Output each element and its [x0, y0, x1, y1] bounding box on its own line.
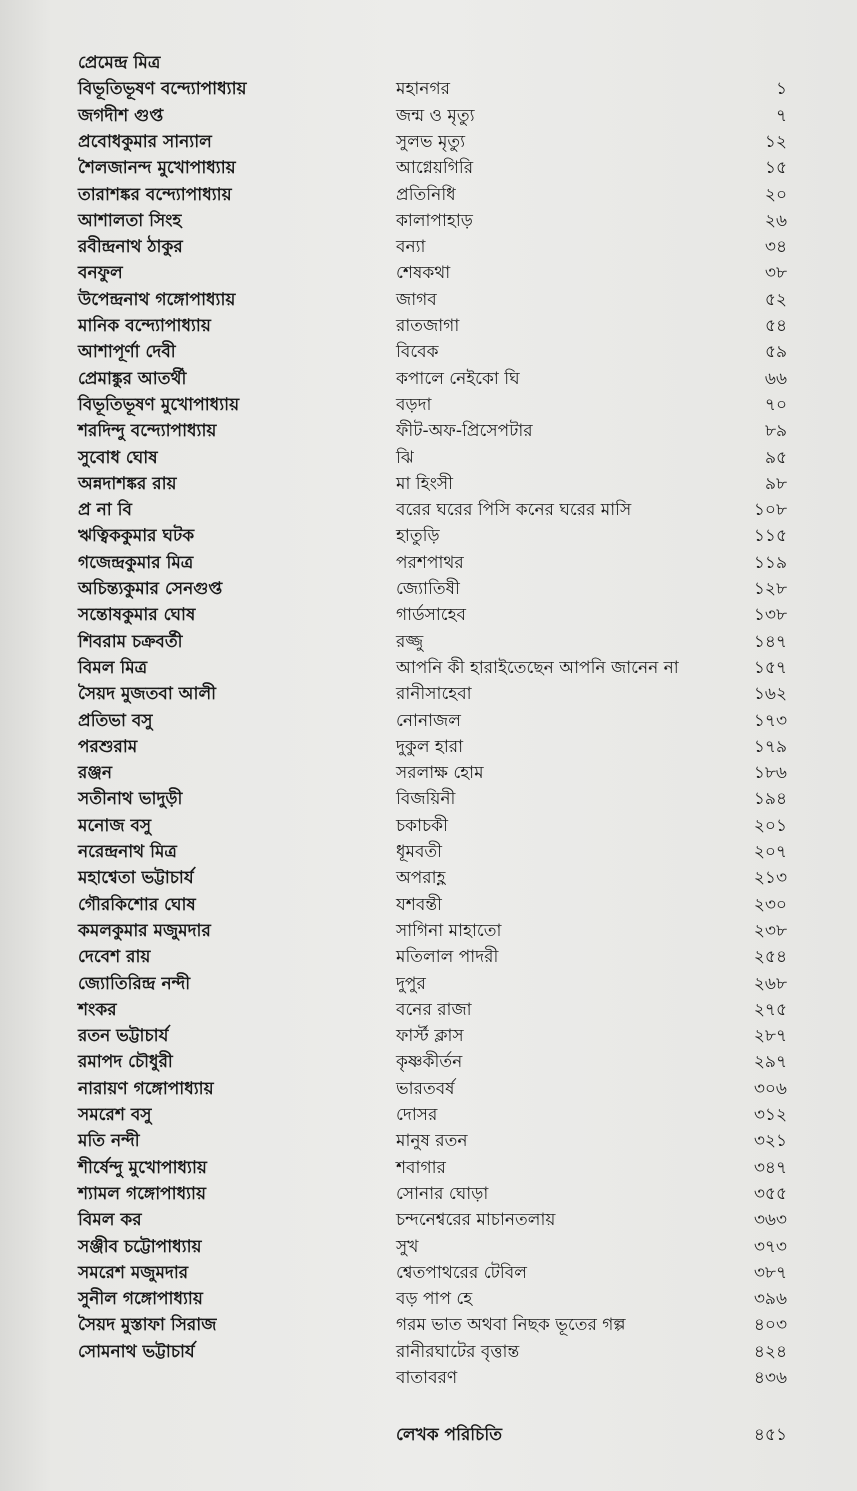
story-title: ফার্স্ট ক্লাস [396, 1026, 464, 1047]
story-title: কপালে নেইকো ঘি [396, 368, 520, 389]
page-number: ২৩৮ [753, 920, 787, 941]
page-number: ১০৮ [753, 500, 787, 521]
page-number: ২০৭ [753, 842, 787, 862]
toc-row [0, 918, 857, 944]
toc-row [0, 1181, 857, 1207]
page-number: ১২ [764, 131, 787, 152]
author-name: জ্যোতিরিন্দ্র নন্দী [78, 973, 191, 994]
toc-row [0, 813, 857, 839]
author-name: রঞ্জন [78, 763, 113, 784]
author-name: সমরেশ মজুমদার [78, 1262, 189, 1283]
toc-row [0, 155, 857, 181]
author-name: মানিক বন্দ্যোপাধ্যায় [78, 316, 211, 336]
toc-row [0, 971, 857, 997]
story-title: যশবন্তী [396, 894, 442, 915]
story-title: দুকুল হারা [396, 736, 464, 757]
story-title: ফীট-অফ-প্রিসেপটার [396, 421, 533, 442]
story-title: অপরাহ্ণ [396, 868, 446, 889]
story-title: মহানগর [396, 79, 450, 100]
toc-row [0, 1234, 857, 1260]
story-title: মতিলাল পাদরী [396, 947, 499, 968]
story-title: প্রতিনিধি [396, 184, 456, 205]
author-name: প্রতিভা বসু [78, 710, 153, 731]
page-number: ৭০ [764, 394, 787, 415]
story-title: কালাপাহাড় [396, 210, 473, 231]
story-title: বরের ঘরের পিসি কনের ঘরের মাসি [396, 500, 632, 521]
author-name: বিভূতিভূষণ মুখোপাধ্যায় [78, 394, 240, 415]
page-number: ৬৬ [764, 368, 787, 389]
toc-row [0, 1128, 857, 1154]
page-number: ১১৯ [753, 552, 787, 573]
page-number: ৩৪ [764, 237, 787, 258]
story-title: বড় পাপ হে [396, 1289, 473, 1310]
page-number: ৩২১ [753, 1131, 787, 1152]
page-number: ২৭৫ [753, 999, 787, 1020]
author-name: গজেন্দ্রকুমার মিত্র [78, 552, 194, 573]
page-number: ২৫৪ [753, 947, 787, 968]
page-number: ৩৮ [764, 263, 787, 284]
toc-row [0, 76, 857, 102]
page-number: ৫৪ [764, 316, 787, 336]
toc-row [0, 576, 857, 602]
author-name: গৌরকিশোর ঘোষ [78, 894, 196, 915]
toc-row [0, 865, 857, 891]
toc-row [0, 471, 857, 497]
page-number: ৪২৪ [753, 1341, 787, 1362]
toc-row [0, 1260, 857, 1286]
story-title: সুলভ মৃত্যু [396, 131, 466, 152]
toc-row [0, 418, 857, 444]
story-title: পরশপাথর [396, 552, 464, 573]
story-title: সাগিনা মাহাতো [396, 920, 502, 941]
toc-row [0, 523, 857, 549]
author-name: রমাপদ চৌধুরী [78, 1052, 173, 1073]
toc-row [0, 550, 857, 576]
author-name: নরেন্দ্রনাথ মিত্র [78, 842, 177, 862]
toc-row [0, 997, 857, 1023]
author-name: কমলকুমার মজুমদার [78, 920, 211, 941]
author-name: মনোজ বসু [78, 815, 152, 836]
toc-row [0, 260, 857, 286]
story-title: বিজয়িনী [396, 789, 456, 810]
author-name: শ্যামল গঙ্গোপাধ্যায় [78, 1183, 206, 1204]
author-name: শৈলজানন্দ মুখোপাধ্যায় [78, 158, 236, 179]
author-name: বিমল কর [78, 1210, 142, 1231]
toc-row [0, 129, 857, 155]
toc-row [0, 655, 857, 681]
page-number: ৮৯ [764, 421, 787, 442]
toc-row [0, 103, 857, 129]
toc-row [0, 1155, 857, 1181]
story-title: শ্বেতপাথরের টেবিল [396, 1262, 527, 1283]
author-name: সৈয়দ মুস্তাফা সিরাজ [78, 1315, 217, 1336]
story-title: শবাগার [396, 1157, 446, 1178]
toc-row [0, 839, 857, 865]
story-title: দুপুর [396, 973, 426, 994]
toc-row [0, 1207, 857, 1233]
toc-row [0, 681, 857, 707]
story-title: বনের রাজা [396, 999, 472, 1020]
toc-row [0, 1023, 857, 1049]
author-name: নারায়ণ গঙ্গোপাধ্যায় [78, 1078, 214, 1099]
story-title: সরলাক্ষ হোম [396, 763, 484, 784]
story-title: চন্দনেশ্বরের মাচানতলায় [396, 1210, 556, 1231]
story-title: বড়দা [396, 394, 432, 415]
toc-row [0, 392, 857, 418]
toc-row [0, 287, 857, 313]
toc-row [0, 1339, 857, 1365]
page-number: ২১৩ [753, 868, 787, 889]
author-name: প্রবোধকুমার সান্যাল [78, 131, 212, 152]
story-title: কৃষ্ণকীর্তন [396, 1052, 463, 1073]
page-number: ৯৫ [764, 447, 787, 468]
page-number: ১৭৩ [753, 710, 787, 731]
story-title: ঝি [396, 447, 414, 468]
page-number: ৫২ [764, 289, 787, 310]
toc-row [0, 708, 857, 734]
page-number: ৪০৩ [753, 1315, 787, 1336]
page-number: ২০ [764, 184, 787, 205]
story-title: রানীসাহেবা [396, 684, 472, 705]
toc-row [0, 629, 857, 655]
author-name: অন্নদাশঙ্কর রায় [78, 473, 177, 494]
author-name: প্র না বি [78, 500, 132, 521]
toc-row [0, 1286, 857, 1312]
author-name: প্রেমাঙ্কুর আতর্থী [78, 368, 187, 389]
toc-row [0, 1076, 857, 1102]
author-name: পরশুরাম [78, 736, 138, 757]
toc-row [0, 602, 857, 628]
author-name: মহাশ্বেতা ভট্টাচার্য [78, 868, 194, 889]
story-title: ধূমবতী [396, 842, 443, 862]
footer-page-number: ৪৫১ [753, 1425, 787, 1445]
page-number: ২৬৮ [753, 973, 787, 994]
page-number: ১ [775, 79, 787, 100]
toc-row [0, 786, 857, 812]
page-number: ৫৯ [764, 342, 787, 363]
author-name: সোমনাথ ভট্টাচার্য [78, 1341, 195, 1362]
author-name: শিবরাম চক্রবর্তী [78, 631, 183, 652]
story-title: নোনাজল [396, 710, 461, 731]
toc-row [0, 1312, 857, 1338]
page-number: ১৫ [764, 158, 787, 179]
author-name: বিমল মিত্র [78, 657, 148, 678]
page-number: ১৮৬ [753, 763, 787, 784]
toc-row [0, 944, 857, 970]
author-name: শংকর [78, 999, 117, 1020]
story-title: বাতাবরণ [396, 1368, 458, 1388]
page-number: ৩৪৭ [753, 1157, 787, 1178]
story-title: গার্ডসাহেব [396, 605, 466, 626]
toc-row [0, 208, 857, 234]
author-name: সন্তোষকুমার ঘোষ [78, 605, 196, 626]
page-number: ১৪৭ [753, 631, 787, 652]
toc-row [0, 339, 857, 365]
author-name: অচিন্ত্যকুমার সেনগুপ্ত [78, 579, 223, 599]
toc-row [0, 445, 857, 471]
author-name: সুনীল গঙ্গোপাধ্যায় [78, 1289, 203, 1310]
author-name: আশালতা সিংহ [78, 210, 182, 231]
author-name: সতীনাথ ভাদুড়ী [78, 789, 183, 810]
page-number: ৯৮ [764, 473, 787, 494]
toc-row [0, 1049, 857, 1075]
toc-footer-row [0, 1420, 857, 1450]
story-title: বিবেক [396, 342, 439, 363]
footer-title: লেখক পরিচিতি [396, 1425, 502, 1445]
author-name: রবীন্দ্রনাথ ঠাকুর [78, 237, 183, 258]
story-title: জ্যোতিষী [396, 579, 460, 599]
page-number: ২৮৭ [753, 1026, 787, 1047]
author-name: তারাশঙ্কর বন্দ্যোপাধ্যায় [78, 184, 232, 205]
page-number: ১৩৮ [753, 605, 787, 626]
author-name: বিভূতিভূষণ বন্দ্যোপাধ্যায় [78, 79, 247, 100]
page-number: ৩৯৬ [753, 1289, 787, 1310]
story-title: জাগব [396, 289, 437, 310]
page-number: ১৬২ [753, 684, 787, 705]
page-number: ১৯৪ [753, 789, 787, 810]
story-title: রজ্জু [396, 631, 424, 652]
story-title: হাতুড়ি [396, 526, 440, 547]
page-number: ৪৩৬ [753, 1368, 787, 1388]
story-title: মানুষ রতন [396, 1131, 468, 1152]
author-name: বনফুল [78, 263, 123, 284]
page-number: ২০১ [753, 815, 787, 836]
page-number: ২৯৭ [753, 1052, 787, 1073]
page-number: ৩৫৫ [753, 1183, 787, 1204]
story-title: দোসর [396, 1105, 438, 1125]
author-name: ঋত্বিককুমার ঘটক [78, 526, 195, 547]
toc-row [0, 497, 857, 523]
page-number: ১৭৯ [753, 736, 787, 757]
author-name: সঞ্জীব চট্টোপাধ্যায় [78, 1236, 202, 1257]
page-number: ১২৮ [753, 579, 787, 599]
author-name: উপেন্দ্রনাথ গঙ্গোপাধ্যায় [78, 289, 236, 310]
story-title: আগ্নেয়গিরি [396, 158, 474, 179]
page-number: ৩১২ [753, 1105, 787, 1125]
story-title: শেষকথা [396, 263, 451, 284]
author-name: মতি নন্দী [78, 1131, 140, 1152]
page-number: ১১৫ [753, 526, 787, 547]
story-title: ভারতবর্ষ [396, 1078, 455, 1099]
author-name: দেবেশ রায় [78, 947, 151, 968]
story-title: রানীরঘাটের বৃত্তান্ত [396, 1341, 520, 1362]
story-title: চকাচকী [396, 815, 448, 836]
author-name: সমরেশ বসু [78, 1105, 152, 1125]
page-number: ৩০৬ [753, 1078, 787, 1099]
toc-row [0, 1365, 857, 1391]
author-name: সুবোধ ঘোষ [78, 447, 158, 468]
author-name: সৈয়দ মুজতবা আলী [78, 684, 217, 705]
story-title: গরম ভাত অথবা নিছক ভূতের গল্প [396, 1315, 626, 1336]
page-number: ৩৮৭ [753, 1262, 787, 1283]
story-title: সোনার ঘোড়া [396, 1183, 489, 1204]
page-number: ৩৭৩ [753, 1236, 787, 1257]
toc-row [0, 50, 857, 76]
toc-row [0, 760, 857, 786]
author-name: জগদীশ গুপ্ত [78, 105, 164, 126]
story-title: মা হিংসী [396, 473, 453, 494]
story-title: রাতজাগা [396, 316, 460, 336]
page-number: ১৫৭ [753, 657, 787, 678]
toc-row [0, 734, 857, 760]
toc-row [0, 366, 857, 392]
author-name: প্রেমেন্দ্র মিত্র [78, 53, 161, 73]
story-title: জন্ম ও মৃত্যু [396, 105, 475, 126]
author-name: শীর্ষেন্দু মুখোপাধ্যায় [78, 1157, 207, 1178]
story-title: বন্যা [396, 237, 426, 258]
toc-row [0, 313, 857, 339]
toc-row [0, 182, 857, 208]
story-title: সুখ [396, 1236, 419, 1257]
page-number: ৭ [775, 105, 787, 126]
author-name: রতন ভট্টাচার্য [78, 1026, 169, 1047]
toc-row [0, 1102, 857, 1128]
page-number: ২৬ [764, 210, 787, 231]
toc-row [0, 234, 857, 260]
page-number: ৩৬৩ [753, 1210, 787, 1231]
author-name: শরদিন্দু বন্দ্যোপাধ্যায় [78, 421, 217, 442]
toc-row [0, 892, 857, 918]
page-number: ২৩০ [753, 894, 787, 915]
author-name: আশাপূর্ণা দেবী [78, 342, 176, 363]
story-title: আপনি কী হারাইতেছেন আপনি জানেন না [396, 657, 679, 678]
